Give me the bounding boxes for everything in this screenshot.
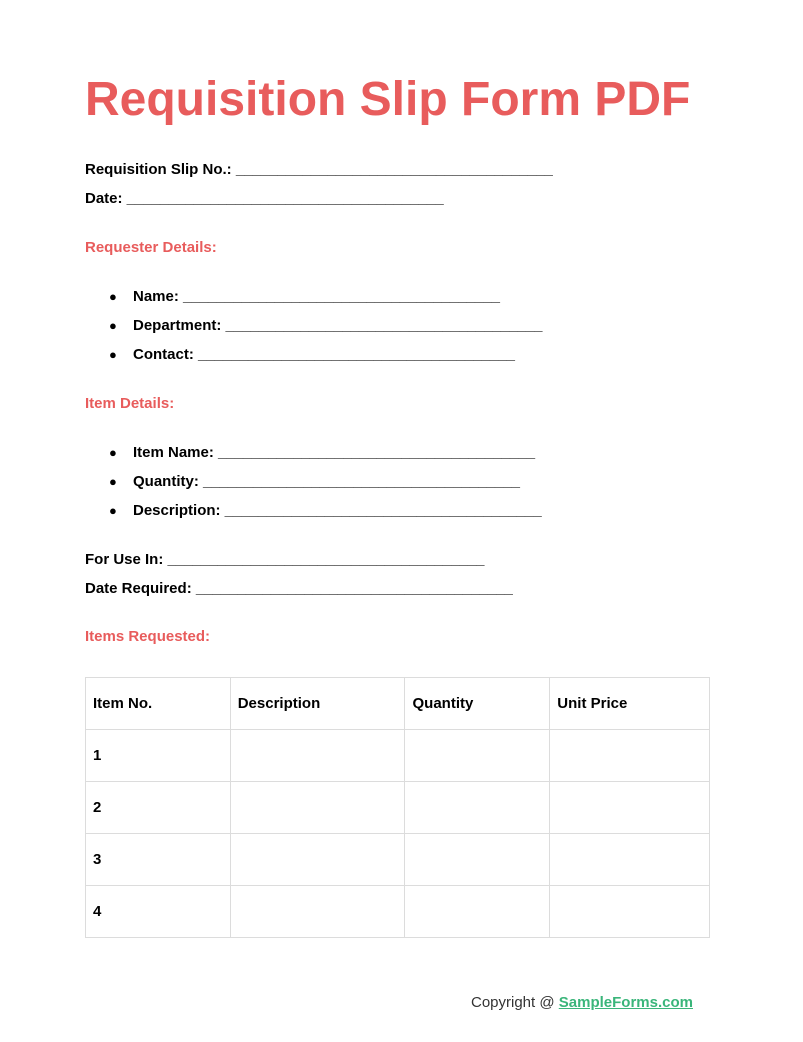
table-cell[interactable] xyxy=(550,886,710,938)
department-field[interactable]: ● Department: ______________________________________ xyxy=(109,317,543,334)
column-header: Item No. xyxy=(86,678,231,730)
bullet-icon: ● xyxy=(109,474,117,489)
item-name-field[interactable]: ● Item Name: ______________________________________ xyxy=(109,444,536,461)
requisition-slip-no-field[interactable]: Requisition Slip No.: ______________________________________ xyxy=(85,161,553,178)
sampleforms-link[interactable]: SampleForms.com xyxy=(558,994,693,1011)
table-row xyxy=(86,782,710,834)
table-cell[interactable] xyxy=(550,782,710,834)
for-use-in-field[interactable]: For Use In: ______________________________________ xyxy=(85,551,485,568)
item-details-heading: Item Details: xyxy=(85,395,175,412)
table-cell[interactable] xyxy=(405,730,550,782)
table-cell[interactable] xyxy=(405,782,550,834)
table-cell[interactable] xyxy=(550,730,710,782)
bullet-icon: ● xyxy=(109,503,117,518)
table-cell[interactable] xyxy=(230,730,405,782)
table-cell[interactable] xyxy=(405,886,550,938)
bullet-icon: ● xyxy=(109,289,117,304)
table-row xyxy=(86,834,710,886)
column-header: Description xyxy=(230,678,405,730)
bullet-icon: ● xyxy=(109,347,117,362)
table-cell[interactable] xyxy=(230,782,405,834)
requester-details-heading: Requester Details: xyxy=(85,239,217,256)
table-cell[interactable]: 3 xyxy=(86,834,231,886)
bullet-icon: ● xyxy=(109,318,117,333)
table-cell[interactable] xyxy=(230,886,405,938)
contact-field[interactable]: ● Contact: ______________________________________ xyxy=(109,346,516,363)
table-cell[interactable]: 4 xyxy=(86,886,231,938)
quantity-field[interactable]: ● Quantity: ______________________________________ xyxy=(109,473,521,490)
column-header: Unit Price xyxy=(550,678,710,730)
table-header-row xyxy=(86,678,710,730)
date-required-field[interactable]: Date Required: ______________________________________ xyxy=(85,580,513,597)
table-cell[interactable]: 2 xyxy=(86,782,231,834)
items-requested-table xyxy=(85,677,710,938)
table-row xyxy=(86,886,710,938)
table-cell[interactable] xyxy=(230,834,405,886)
copyright-footer xyxy=(471,993,693,1013)
page-title: Requisition Slip Form PDF xyxy=(85,73,691,126)
items-requested-heading: Items Requested: xyxy=(85,628,211,645)
description-field[interactable]: ● Description: ______________________________________ xyxy=(109,502,542,519)
table-row xyxy=(86,730,710,782)
column-header: Quantity xyxy=(405,678,550,730)
table-cell[interactable] xyxy=(550,834,710,886)
table-cell[interactable]: 1 xyxy=(86,730,231,782)
table-cell[interactable] xyxy=(405,834,550,886)
name-field[interactable]: ● Name: ______________________________________ xyxy=(109,288,501,305)
copyright-text: Copyright @ xyxy=(471,994,559,1011)
date-field[interactable]: Date: ______________________________________ xyxy=(85,190,444,207)
bullet-icon: ● xyxy=(109,445,117,460)
